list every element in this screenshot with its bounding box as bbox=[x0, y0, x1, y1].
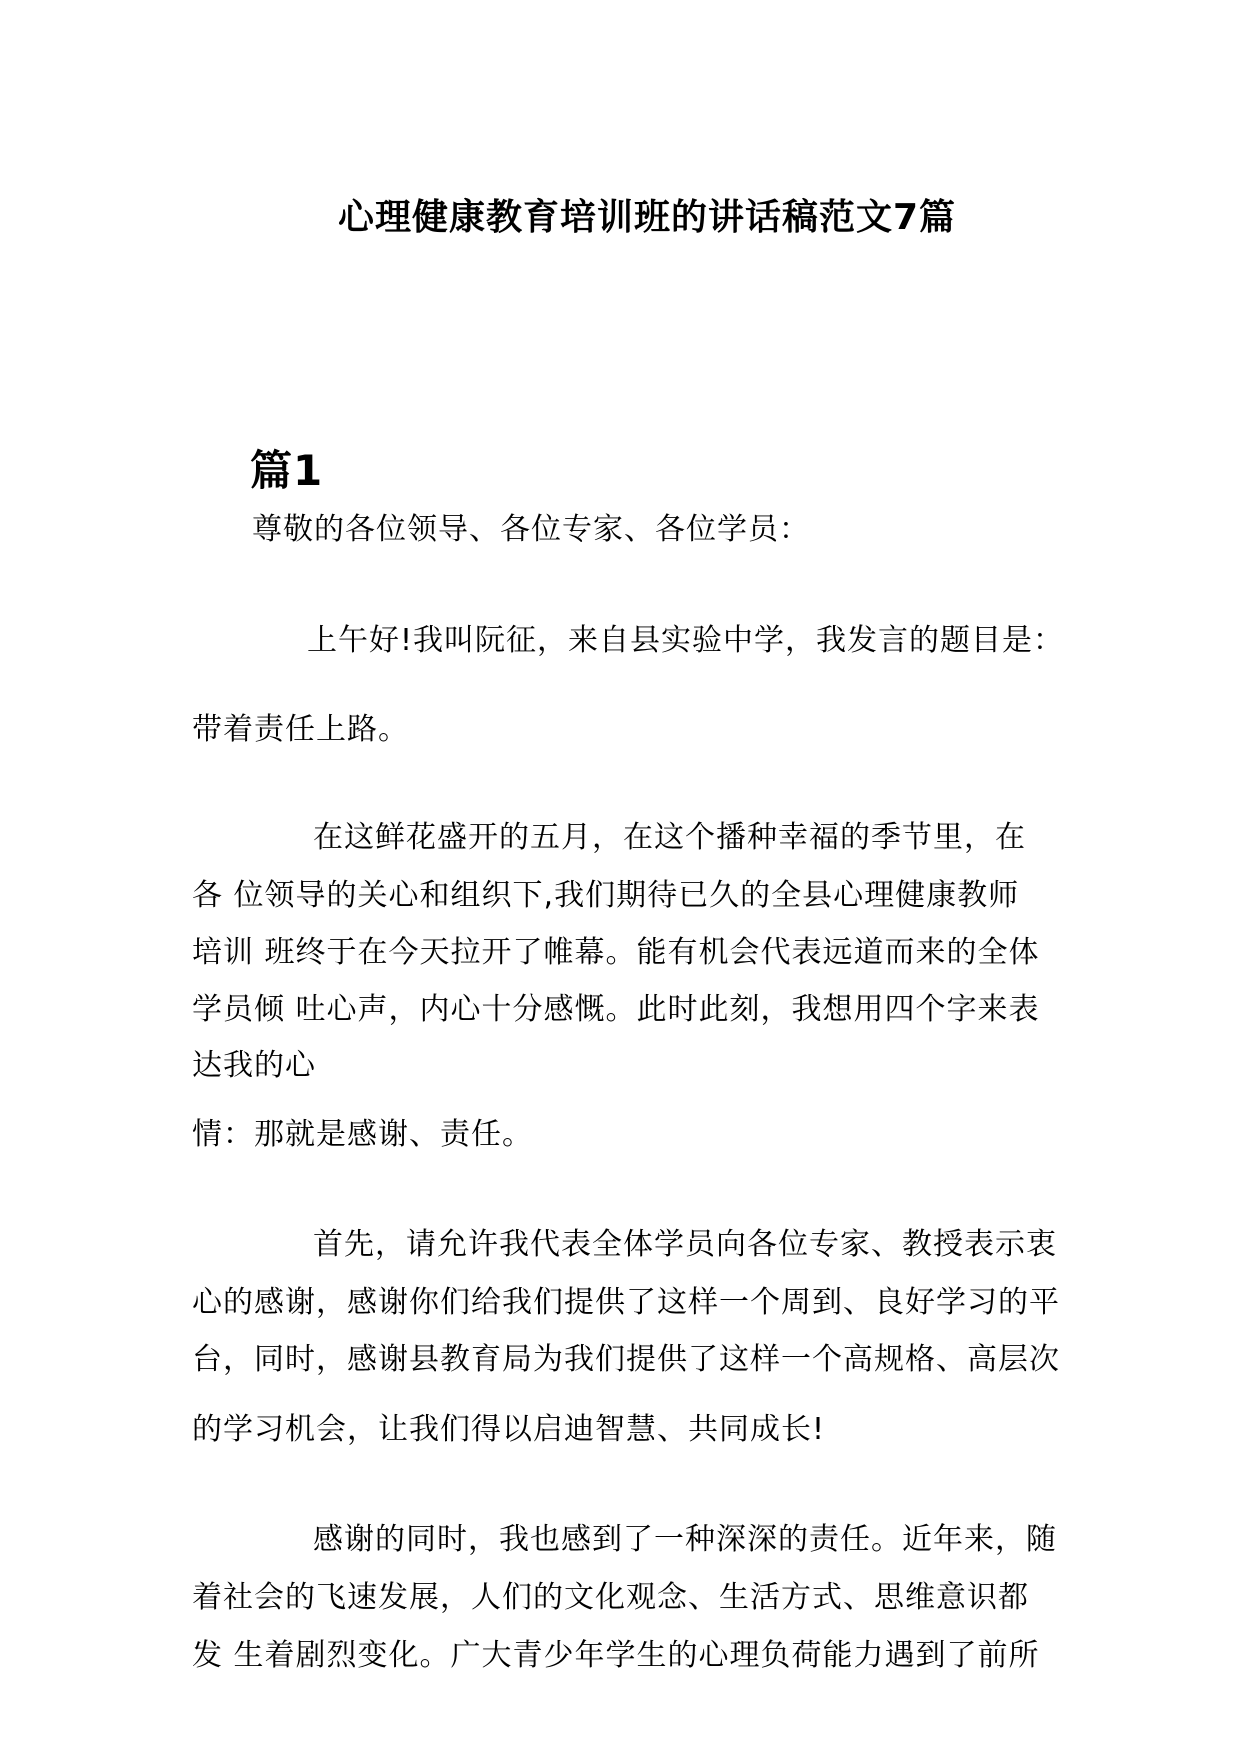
document-title: 心理健康教育培训班的讲话稿范文7篇 bbox=[338, 197, 957, 238]
paragraph-line: 学员倾 吐心声，内心十分感慨。此时此刻，我想用四个字来表 bbox=[192, 992, 1040, 1027]
paragraph-line: 在这鲜花盛开的五月，在这个播种幸福的季节里，在 bbox=[313, 820, 1026, 855]
paragraph-line: 培训 班终于在今天拉开了帷幕。能有机会代表远道而来的全体 bbox=[192, 935, 1040, 970]
paragraph-line: 达我的心 bbox=[192, 1048, 316, 1083]
paragraph-line: 心的感谢，感谢你们给我们提供了这样一个周到、良好学习的平 bbox=[192, 1285, 1060, 1320]
paragraph-line: 着社会的飞速发展，人们的文化观念、生活方式、思维意识都 bbox=[192, 1580, 1029, 1615]
paragraph-line: 首先，请允许我代表全体学员向各位专家、教授表示衷 bbox=[313, 1227, 1057, 1262]
salutation: 尊敬的各位领导、各位专家、各位学员： bbox=[252, 512, 810, 547]
paragraph-line: 情：那就是感谢、责任。 bbox=[192, 1117, 533, 1152]
paragraph-line: 各 位领导的关心和组织下,我们期待已久的全县心理健康教师 bbox=[192, 878, 1020, 913]
section-heading: 篇1 bbox=[250, 446, 324, 495]
paragraph-line: 感谢的同时，我也感到了一种深深的责任。近年来，随 bbox=[313, 1522, 1057, 1557]
paragraph-line: 上午好!我叫阮征，来自县实验中学，我发言的题目是： bbox=[307, 623, 1065, 658]
paragraph-line: 的学习机会，让我们得以启迪智慧、共同成长! bbox=[192, 1412, 826, 1447]
paragraph-line: 发 生着剧烈变化。广大青少年学生的心理负荷能力遇到了前所 bbox=[192, 1638, 1040, 1673]
paragraph-line: 带着责任上路。 bbox=[192, 712, 409, 747]
paragraph-line: 台，同时，感谢县教育局为我们提供了这样一个高规格、高层次 bbox=[192, 1342, 1060, 1377]
